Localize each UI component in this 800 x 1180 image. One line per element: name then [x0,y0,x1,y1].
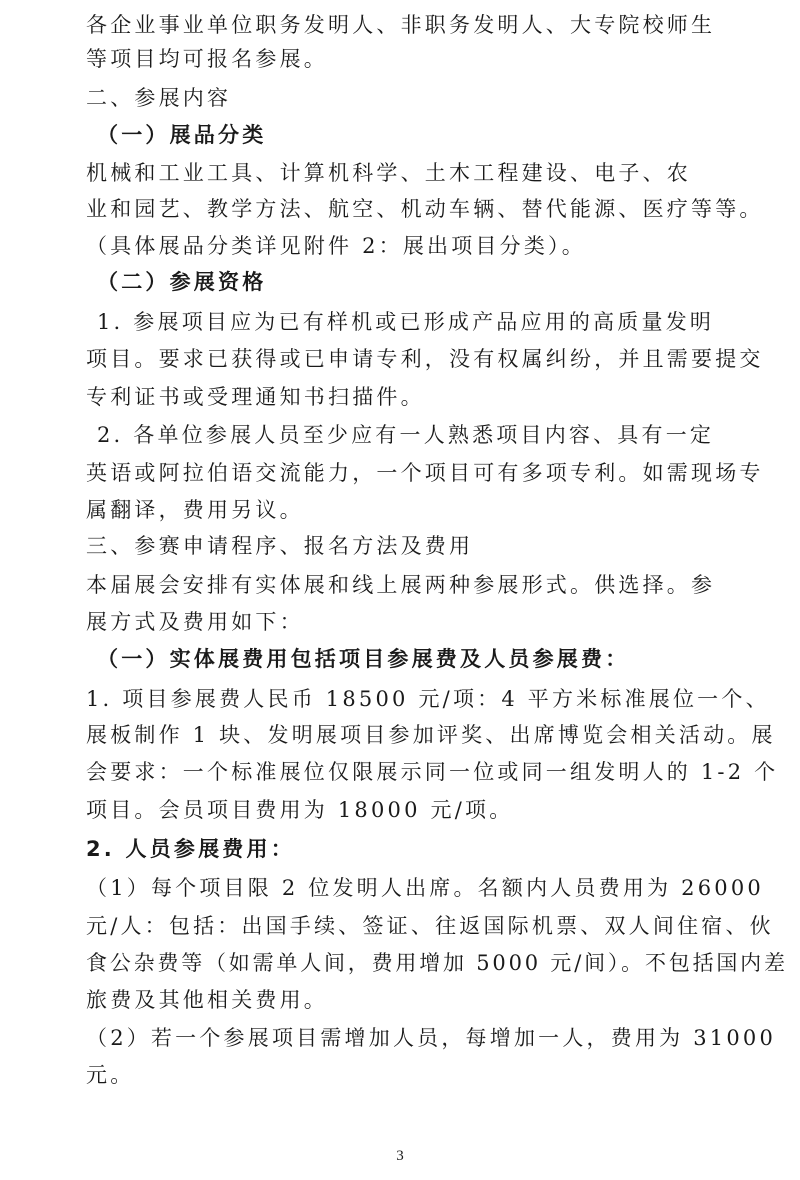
text-line: 业和园艺、教学方法、航空、机动车辆、替代能源、医疗等等。 [86,197,764,221]
text-line: 专利证书或受理通知书扫描件。 [86,385,425,409]
text-line: 英语或阿拉伯语交流能力，一个项目可有多项专利。如需现场专 [86,461,764,485]
text-line: 展板制作 1 块、发明展项目参加评奖、出席博览会相关活动。展 [86,723,776,747]
text-line: 1. 参展项目应为已有样机或已形成产品应用的高质量发明 [97,310,715,334]
text-line: （具体展品分类详见附件 2：展出项目分类）。 [86,234,586,258]
section-heading: （一）展品分类 [97,123,267,147]
text-line: 1. 项目参展费人民币 18500 元/项：4 平方米标准展位一个、 [86,687,770,711]
text-line: 食公杂费等（如需单人间，费用增加 5000 元/间）。不包括国内差 [86,951,788,975]
section-heading: （二）参展资格 [97,270,267,294]
text-line: 各企业事业单位职务发明人、非职务发明人、大专院校师生 [86,13,716,37]
text-line: （2）若一个参展项目需增加人员，每增加一人，费用为 31000 [86,1026,777,1050]
text-line: 项目。会员项目费用为 18000 元/项。 [86,798,514,822]
text-line: 展方式及费用如下： [86,610,304,634]
text-line: 二、参展内容 [86,86,232,110]
text-line: 会要求：一个标准展位仅限展示同一位或同一组发明人的 1-2 个 [86,760,779,784]
text-line: 元。 [86,1063,135,1087]
text-line: 等项目均可报名参展。 [86,47,328,71]
text-line: 本届展会安排有实体展和线上展两种参展形式。供选择。参 [86,573,716,597]
text-line: 属翻译，费用另议。 [86,498,304,522]
text-line: 项目。要求已获得或已申请专利，没有权属纠纷，并且需要提交 [86,347,764,371]
text-line: 三、参赛申请程序、报名方法及费用 [86,534,474,558]
page-number: 3 [396,1148,404,1164]
text-line: 旅费及其他相关费用。 [86,988,328,1012]
text-line: 机械和工业工具、计算机科学、土木工程建设、电子、农 [86,161,691,185]
text-line: 元/人：包括：出国手续、签证、往返国际机票、双人间住宿、伙 [86,914,774,938]
section-heading: 2. 人员参展费用： [86,837,295,861]
text-line: 2. 各单位参展人员至少应有一人熟悉项目内容、具有一定 [97,423,715,447]
text-line: （1）每个项目限 2 位发明人出席。名额内人员费用为 26000 [86,876,764,900]
section-heading: （一）实体展费用包括项目参展费及人员参展费： [97,647,630,671]
